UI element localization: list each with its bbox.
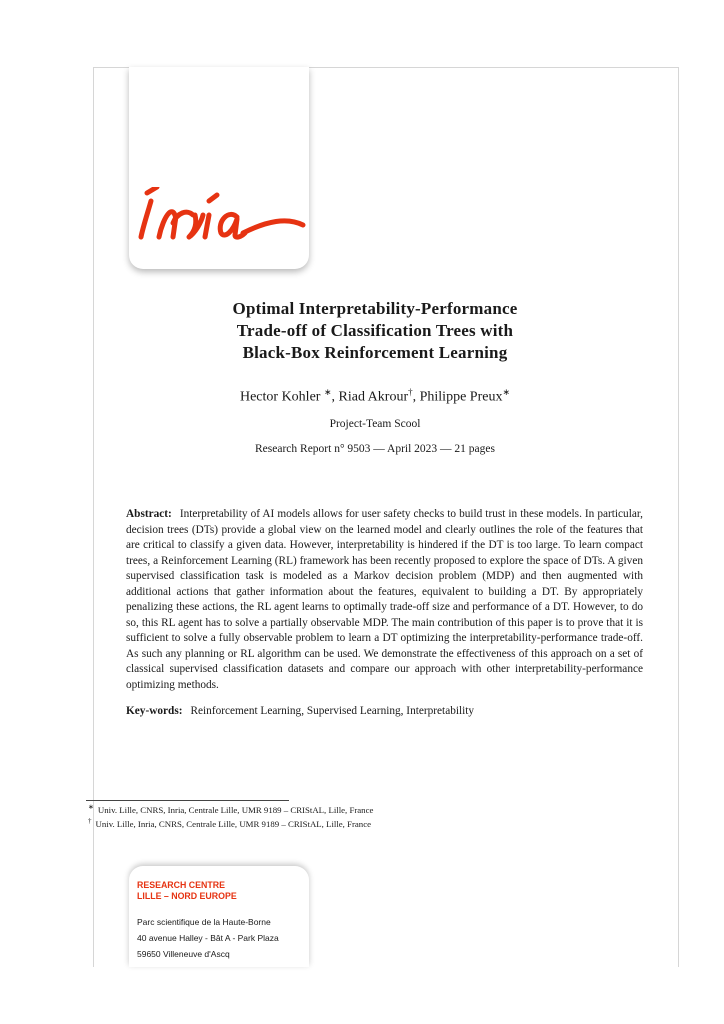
footnote-mark: ∗ <box>88 803 94 811</box>
research-centre-title <box>137 880 237 902</box>
paper-title <box>150 298 600 364</box>
abstract-text: Interpretability of AI models allows for user safety checks to build trust in these models. In particular, decision trees (DTs) provide a global view on the learned model and clearly outlines the role of the features that are critical to classify a given data. However, interpretability is hindered if the DT is too large. To learn compact trees, a Reinforcement Learning (RL) framework has been recently proposed to explore the space of DTs. A given supervised classification task is modeled as a Markov decision problem (MDP) and then augmented with additional actions that gather information about the features, equivalent to building a DT. By appropriately penalizing these actions, the RL agent learns to optimally trade-off size and performance of a DT. However, to do so, this RL agent has to solve a partially observable MDP. The main contribution of this paper is to prove that it is sufficient to solve a fully observable problem to learn a DT optimizing the interpretability-performance trade-off. As such any planning or RL algorithm can be used. We demonstrate the effectiveness of this approach on a set of classical supervised classification datasets and compare our approach with other interpretability-performance optimizing methods. <box>126 508 643 691</box>
author-name: Philippe Preux <box>419 389 503 405</box>
title-line: Black-Box Reinforcement Learning <box>242 343 508 362</box>
abstract-label: Abstract: <box>126 508 172 520</box>
abstract <box>126 507 643 693</box>
footnote <box>88 817 371 829</box>
footnote-text: Univ. Lille, Inria, CNRS, Centrale Lille, UMR 9189 – CRIStAL, Lille, France <box>95 818 372 829</box>
author-name: Hector Kohler <box>239 389 321 405</box>
footnote-rule <box>86 800 289 801</box>
author-mark: ∗ <box>502 387 510 397</box>
research-centre-card <box>129 866 309 967</box>
address-line: Parc scientifique de la Haute-Borne <box>137 917 271 927</box>
keywords <box>126 705 643 717</box>
inria-logo <box>137 187 307 247</box>
keywords-text: Reinforcement Learning, Supervised Learning, Interpretability <box>190 705 475 717</box>
author-mark: † <box>408 387 413 397</box>
authors: Hector Kohler ∗, Riad Akrour†, Philippe Preux∗ <box>239 387 510 405</box>
title-line: Trade-off of Classification Trees with <box>236 321 514 340</box>
research-centre-line: LILLE – NORD EUROPE <box>137 891 237 901</box>
author-name: Riad Akrour <box>338 389 409 405</box>
footnote-mark: † <box>88 817 92 825</box>
author-mark: ∗ <box>323 387 332 397</box>
research-centre-line: RESEARCH CENTRE <box>137 880 225 890</box>
report-info: Research Report n° 9503 — April 2023 — 21 pages <box>255 443 495 455</box>
research-centre-address <box>137 914 279 962</box>
address-line: 40 avenue Halley - Bât A - Park Plaza <box>137 933 279 943</box>
title-line: Optimal Interpretability-Performance <box>232 299 518 318</box>
footnote <box>88 803 373 815</box>
project-team: Project-Team Scool <box>329 418 421 430</box>
footnote-text: Univ. Lille, CNRS, Inria, Centrale Lille, UMR 9189 – CRIStAL, Lille, France <box>97 804 374 815</box>
address-line: 59650 Villeneuve d'Ascq <box>137 949 230 959</box>
logo-card <box>129 67 309 269</box>
keywords-label: Key-words: <box>126 705 183 717</box>
